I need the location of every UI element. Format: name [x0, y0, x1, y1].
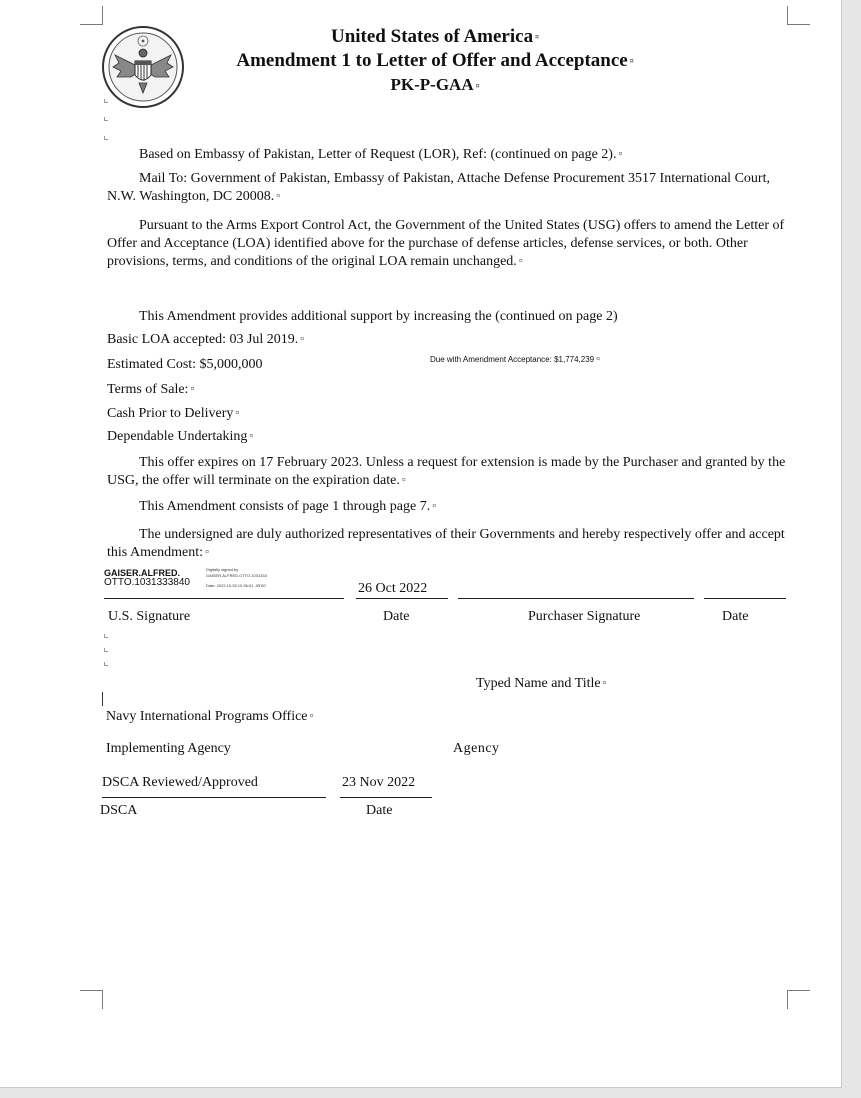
- crop-mark-top-right: [787, 6, 810, 25]
- signer-name: GAISER.ALFRED.: [104, 568, 181, 578]
- us-signature-label: U.S. Signature: [108, 609, 191, 624]
- dsca-reviewed-label: DSCA Reviewed/Approved: [102, 775, 258, 790]
- header-title-line1: United States of America ¤: [330, 26, 539, 47]
- basic-loa-accepted: Basic LOA accepted: 03 Jul 2019. ¤: [107, 332, 305, 348]
- purchaser-date-label: Date: [722, 609, 749, 624]
- paragraph-marker: [104, 136, 108, 140]
- signer-id: OTTO.1031333840: [104, 577, 190, 588]
- offer-expiry-paragraph: This offer expires on 17 February 2023. Unless a request for extension is made by the Purchaser and granted by the USG, the offer will terminate on the expiration date. ¤: [107, 455, 786, 489]
- dsca-date-label: Date: [366, 803, 393, 818]
- us-signature-date: 26 Oct 2022: [358, 581, 428, 596]
- lor-reference: Based on Embassy of Pakistan, Letter of Request (LOR), Ref: (continued on page 2). ¤: [139, 147, 623, 163]
- us-date-line: [356, 598, 448, 599]
- purchaser-agency-label: Agency: [453, 741, 500, 756]
- purchaser-signature-label: Purchaser Signature: [528, 609, 641, 624]
- typed-name-title-label: Typed Name and Title ¤: [476, 676, 607, 691]
- due-with-amendment: Due with Amendment Acceptance: $1,774,239 ¤: [430, 355, 601, 364]
- provides-paragraph: This Amendment provides additional support by increasing the (continued on page 2): [139, 309, 618, 324]
- dependable-undertaking: Dependable Undertaking ¤: [107, 429, 254, 445]
- dsca-signature-line: [102, 797, 326, 798]
- us-agency: Navy International Programs Office ¤: [106, 709, 314, 724]
- dsca-label: DSCA: [100, 803, 138, 818]
- dsca-date-line: [340, 797, 432, 798]
- page-count-paragraph: This Amendment consists of page 1 through page 7. ¤: [139, 499, 437, 515]
- text-cursor: [102, 692, 103, 706]
- paragraph-marker: [104, 117, 108, 121]
- us-date-label: Date: [383, 609, 410, 624]
- crop-mark-bottom-right: [787, 990, 810, 1009]
- purchaser-signature-line: [458, 598, 694, 599]
- digital-signature-details: Digitally signed by GAISER.ALFRED.OTTO.1031333 Date: 2022.10.26 10:36:01 -05'00': [206, 567, 267, 588]
- estimated-cost: Estimated Cost: $5,000,000: [107, 357, 263, 372]
- dsca-approval-date: 23 Nov 2022: [342, 775, 416, 790]
- implementing-agency-label: Implementing Agency: [106, 741, 231, 756]
- us-signature-line: [104, 598, 344, 599]
- great-seal-icon: [101, 25, 185, 109]
- paragraph-marker: [104, 648, 108, 652]
- pursuant-paragraph: Pursuant to the Arms Export Control Act, the Government of the United States (USG) offers to amend the Letter of Offer and Acceptance (LOA) identified above for the purchase of defense articles, defense services, or both. Other provisions, terms, and conditions of the original LOA remain unchanged. ¤: [107, 218, 785, 270]
- crop-mark-top-left: [80, 6, 103, 25]
- header-title-line2: Amendment 1 to Letter of Offer and Acceptance ¤: [236, 50, 634, 71]
- terms-of-sale: Terms of Sale: ¤: [107, 382, 195, 398]
- cash-prior-to-delivery: Cash Prior to Delivery ¤: [107, 406, 240, 422]
- mail-to: Mail To: Government of Pakistan, Embassy of Pakistan, Attache Defense Procurement 3517 International Court, N.W. Washington, DC 20008. ¤: [107, 171, 770, 205]
- case-id: PK-P-GAA ¤: [390, 75, 480, 94]
- us-digital-signature: [104, 568, 190, 588]
- paragraph-marker: [104, 99, 108, 103]
- purchaser-date-line: [704, 598, 786, 599]
- paragraph-marker: [104, 662, 108, 666]
- crop-mark-bottom-left: [80, 990, 103, 1009]
- paragraph-marker: [104, 634, 108, 638]
- undersigned-paragraph: The undersigned are duly authorized representatives of their Governments and hereby respectively offer and accept this Amendment: ¤: [107, 527, 785, 561]
